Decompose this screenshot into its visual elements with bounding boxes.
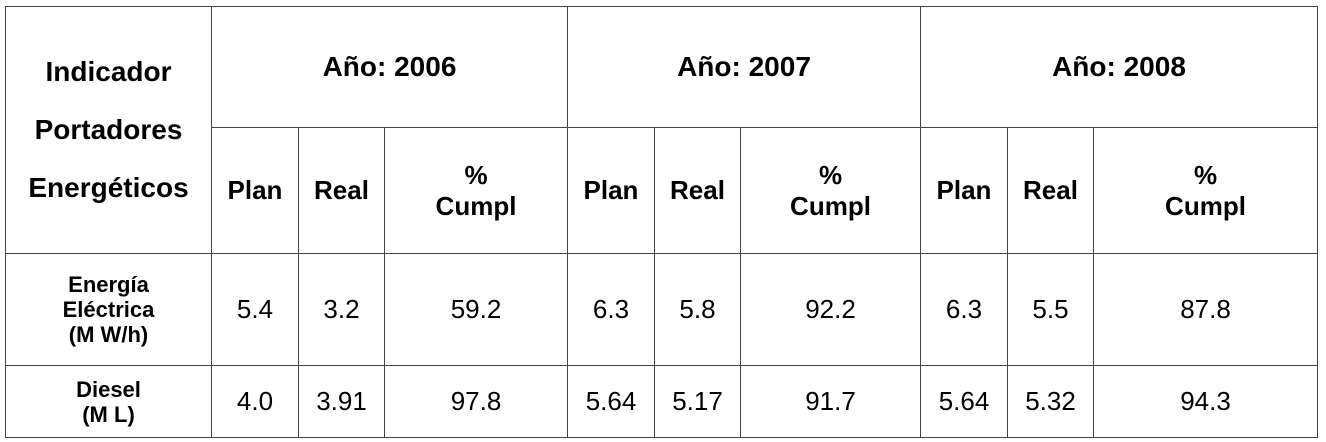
pct-2006-cell: 59.2 [385,254,568,366]
real-2007-cell: 5.17 [655,366,741,438]
real-2008-cell: 5.32 [1008,366,1094,438]
table-row [6,366,1318,438]
real-2008-cell: 5.5 [1008,254,1094,366]
real-2006-cell: 3.91 [299,366,385,438]
plan-header: Plan [921,128,1008,254]
energy-indicators-table [5,6,1318,438]
year-header-2006: Año: 2006 [212,7,568,128]
indicator-header-line: Portadores [34,114,183,145]
pct-symbol: % [1193,159,1218,190]
pct-cumpl-header [385,128,568,254]
indicator-header-line: Indicador [45,56,172,87]
plan-2006-cell: 4.0 [212,366,299,438]
real-2006-cell: 3.2 [299,254,385,366]
plan-2006-cell: 5.4 [212,254,299,366]
real-header: Real [1008,128,1094,254]
pct-cumpl-header [1094,128,1318,254]
row-label-line: (M W/h) [68,322,149,347]
real-2007-cell: 5.8 [655,254,741,366]
indicator-header [6,7,212,254]
pct-symbol: % [818,159,843,190]
pct-2008-cell: 94.3 [1094,366,1318,438]
pct-2006-cell: 97.8 [385,366,568,438]
cumpl-label: Cumpl [1165,190,1246,221]
pct-symbol: % [464,159,488,190]
year-header-row [6,7,1318,128]
table-row [6,254,1318,366]
plan-header: Plan [212,128,299,254]
row-label-line: Energía [68,272,149,297]
plan-2008-cell: 6.3 [921,254,1008,366]
row-label-electricity [6,254,212,366]
plan-2007-cell: 6.3 [568,254,655,366]
year-header-2008: Año: 2008 [921,7,1318,128]
pct-cumpl-header [741,128,921,254]
row-label-diesel [6,366,212,438]
plan-header: Plan [568,128,655,254]
indicator-header-line: Energéticos [28,172,189,203]
cumpl-label: Cumpl [435,190,517,221]
row-label-line: Diesel [76,376,141,402]
row-label-line: Eléctrica [62,297,155,322]
pct-2007-cell: 92.2 [741,254,921,366]
row-label-line: (M L) [82,401,135,427]
real-header: Real [299,128,385,254]
year-header-2007: Año: 2007 [568,7,921,128]
pct-2008-cell: 87.8 [1094,254,1318,366]
real-header: Real [655,128,741,254]
cumpl-label: Cumpl [790,190,871,221]
plan-2007-cell: 5.64 [568,366,655,438]
pct-2007-cell: 91.7 [741,366,921,438]
plan-2008-cell: 5.64 [921,366,1008,438]
